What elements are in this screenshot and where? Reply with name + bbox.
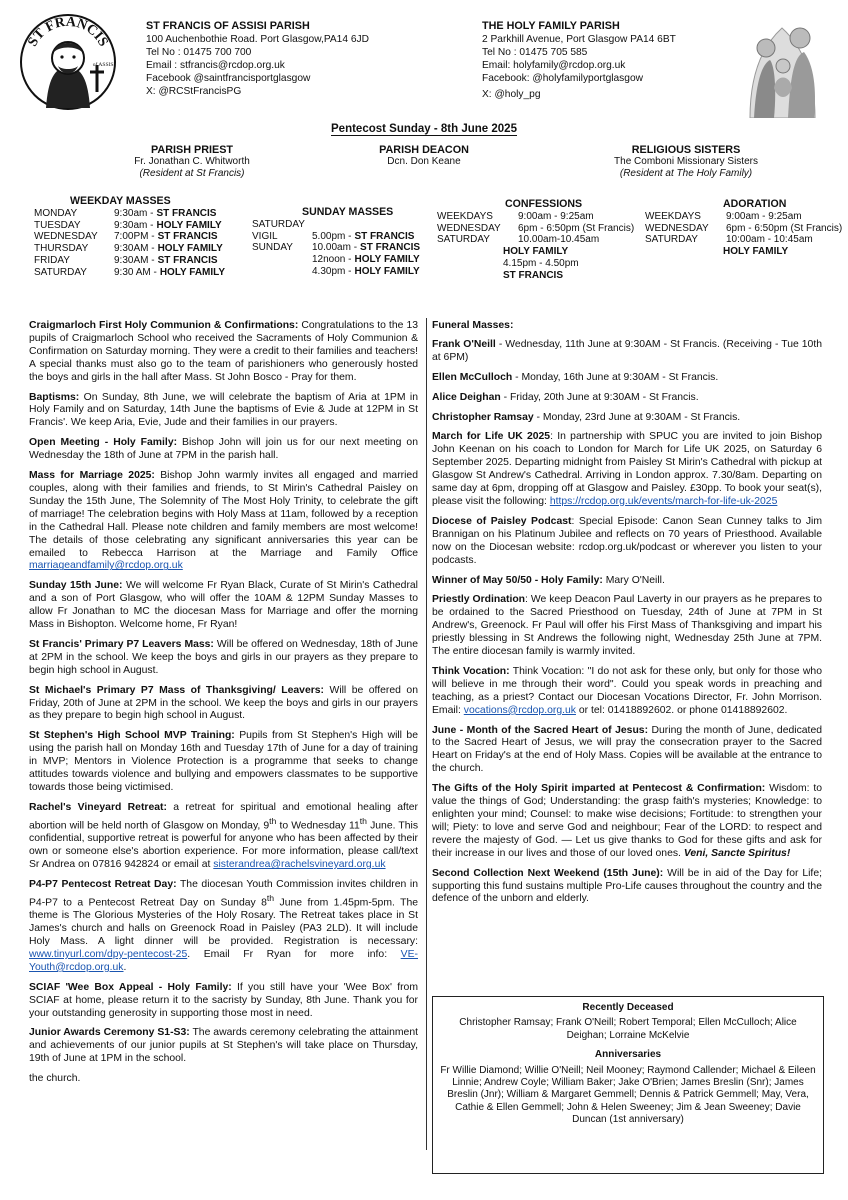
weekday-row [34,267,244,279]
weekday-row [34,231,244,243]
sunday-day [252,254,312,266]
weekday-time: 9:30am - [114,219,154,231]
funeral-heading: Funeral Masses: [432,320,514,331]
column-divider [426,318,427,1150]
notice-ordination: Priestly Ordination: We keep Deacon Paul Laverty in our prayers as he prepares to be ordained to the Sacred Priesthood on Tuesday, 24th of June at 7PM in St Andrew's, Greenock. Fr Paul will offer his First Mass of Thanksgiving and impart his priestly blessing in St Andrews the following night, Wednesday 25th June at 7PM. The entire diocesan family is warmly invited. [432,594,822,658]
sunday-day: SATURDAY [252,218,305,230]
confessions-time: 10.00am-10.45am [518,234,600,246]
priest-name: Fr. Jonathan C. Whitworth [134,156,250,167]
confessions-row [437,223,637,235]
weekday-place: ST FRANCIS [157,254,218,266]
confessions-hf-time: 4.15pm - 4.50pm [503,257,579,269]
weekday-time: 9:30am - [114,207,154,219]
adoration-time: 6pm - 6:50pm (St Francis) [726,222,843,234]
adoration-hf-label: HOLY FAMILY [723,246,789,258]
notice-sciaf: SCIAF 'Wee Box Appeal - Holy Family: If you still have your 'Wee Box' from SCIAF at home, please return it to the sacristy by Sunday, 8th June. Thank you for your outstanding generosity in supporting those most in need. [29,981,418,1019]
weekday-heading: WEEKDAY MASSES [70,195,171,207]
sunday-time: 5.00pm - [312,230,352,242]
notice-st-michaels-p7: St Michael's Primary P7 Mass of Thanksgiving/ Leavers: Will be offered on Friday, 20th of June at 2PM in the school. We keep the boys and girls in our prayers as they prepare to begin high school in August. [29,684,418,722]
st-francis-tel: Tel No : 01475 700 700 [146,47,252,58]
sunday-time: 10.00am - [312,242,358,254]
adoration-row [645,223,845,235]
confessions-sf-label: ST FRANCIS [503,269,563,281]
notice-junior-awards: Junior Awards Ceremony S1-S3: The awards ceremony celebrating the attainment and achievements of our junior pupils at St Stephen's will take place on Thursday, 19th of June at 1PM in the school. [29,1027,418,1065]
notice-craigmarloch: Craigmarloch First Holy Communion & Confirmations: Congratulations to the 13 pupils of Craigmarloch School who received the Sacraments of Holy Communion & Confirmation on Saturday morning. They were a credit to their families and teachers! A special thanks must also go to the team of parishioners who generously hosted the boys and girls in the hall after Mass. St John Bosco - Pray for them. [29,320,418,383]
weekday-day: TUESDAY [34,219,81,231]
parish-deacon [324,144,524,168]
st-francis-facebook: Facebook @saintfrancisportglasgow [146,73,311,84]
weekday-place: HOLY FAMILY [157,243,223,255]
st-francis-name: ST FRANCIS OF ASSISI PARISH [146,20,310,32]
holy-family-email-label: Email: [482,60,514,71]
weekday-day: FRIDAY [34,254,70,266]
confessions-day: WEEKDAYS [437,210,493,222]
st-francis-logo [18,10,118,112]
notice-march-for-life: March for Life UK 2025: In partnership with SPUC you are invited to join Bishop John Keenan on his coach to London for March for Life UK 2025, on Saturday 6 September 2025. Departing midnight from Paisley St Mirin's Cathedral with pickup at Glasgow St Andrew's Cathedral. Arriving in London approx. 7.30/8am. Departing on same day at 6pm, dropping off at Glasgow and Paisley. £30pp. To book your seat(s), please visit the following: https://rcdop.org.uk/events/march-for-life-uk-2025 [432,431,822,507]
notice-sacred-heart: June - Month of the Sacred Heart of Jesus: During the month of June, dedicated to the Sacred Heart of Jesus, we will pray the consecration prayer to the Sacred Heart on Friday's at the end of Holy Mass. Copies will be available at the entrance to the church. [432,724,822,775]
sunday-place: HOLY FAMILY [354,254,420,266]
confessions-row [437,211,637,223]
holy-family-contact [482,20,676,101]
priest-heading: PARISH PRIEST [151,144,233,156]
weekday-row [34,243,244,255]
anniversaries-list: Fr Willie Diamond; Willie O'Neill; Neil Mooney; Raymond Callender; Michael & Eileen Linnie; Andrew Coyle; William Baker; Jake O'Brien; James Breslin (Snr); James Breslin (Jnr); William & Margaret Gemmell; Dennis & Patrick Gemmell; May, Vera, Cathie & Ellen Gemmell; John & Helen Sweeney; Jim & Jean Sweeney; Davie Duncan (1st anniversary) [440,1064,816,1126]
weekday-row [34,208,244,220]
sunday-time: 12noon - [312,254,352,266]
notice-open-meeting: Open Meeting - Holy Family: Bishop John will join us for our next meeting on Wednesday the 18th of June at 7PM in the parish hall. [29,437,418,462]
svg-text:of ASSISI: of ASSISI [92,62,116,68]
holy-family-x: X: @holy_pg [482,89,541,100]
weekday-row [34,220,244,232]
header [0,0,848,120]
sunday-row [252,266,432,278]
deacon-heading: PARISH DEACON [379,144,469,156]
adoration-time: 9:00am - 9:25am [726,210,802,222]
deacon-name: Dcn. Don Keane [387,156,461,167]
notice-mvp-training: St Stephen's High School MVP Training: Pupils from St Stephen's High will be using the parish hall on Monday 16th and Tuesday 17th of June for a day of training in MVP; Mentors in Violence Protection is a programme that seeks to change attitudes towards violence and bullying and empowers classmates to be supportive towards those being victimised. [29,730,418,793]
adoration-day: SATURDAY [645,234,698,246]
notice-think-vocation: Think Vocation: Think Vocation: "I do not ask for these only, but only for those who will believe in me through their word". Could you speak words in preaching and teaching, as a priest? Contact our Diocesan Vocations Director, Fr. John Morrison. Email: vocations@rcdop.org.uk or tel: 01418892602. or phone 01418892602. [432,665,822,716]
holy-family-name: THE HOLY FAMILY PARISH [482,20,620,32]
youth-email-link[interactable]: VE-Youth@rcdop.org.uk [29,948,418,973]
holy-family-email[interactable]: holyfamily@rcdop.org.uk [513,60,626,71]
weekday-place: ST FRANCIS [157,231,218,243]
st-francis-address: 100 Auchenbothie Road. Port Glasgow,PA14 6JD [146,34,369,45]
religious-sisters [576,144,796,180]
adoration [645,199,845,258]
parish-priest [92,144,292,180]
weekday-time: 9:30 AM - [114,266,157,278]
priest-note: (Resident at St Francis) [139,168,245,179]
weekday-place: ST FRANCIS [156,207,217,219]
confessions-time: 9:00am - 9:25am [518,210,594,222]
holy-family-address: 2 Parkhill Avenue, Port Glasgow PA14 6BT [482,34,676,45]
sunday-place: ST FRANCIS [354,230,415,242]
confessions-day: WEDNESDAY [437,222,501,234]
deceased-anniversaries-box [432,996,824,1174]
st-francis-x: X: @RCStFrancisPG [146,86,242,97]
confessions-time: 6pm - 6:50pm (St Francis) [518,222,635,234]
sunday-row [252,254,432,266]
weekday-day: MONDAY [34,207,78,219]
sunday-place: ST FRANCIS [360,242,421,254]
notice-pentecost-retreat: P4-P7 Pentecost Retreat Day: The diocesan Youth Commission invites children in P4-P7 to a Pentecost Retreat Day on Sunday 8th June from 1.45pm-5pm. The theme is The Glorious Mysteries of the Holy Rosary. The Retreat takes place in St James's church and halls on Greenock Road in Paisley (PA3 2LD). It will include Holy Mass. A light dinner will be provided. Registration is necessary: www.tinyurl.com/dpy-pentecost-25. Email Fr Ryan for more info: VE-Youth@rcdop.org.uk. [29,878,419,973]
notice-podcast: Diocese of Paisley Podcast: Special Episode: Canon Sean Cunney talks to Jim Brannigan on his Platinum Jubilee and reflects on 70 years of Priesthood. Available now on the Diocesan website: rcdop.org.uk/podcast or wherever you listen to your podcasts. [432,515,822,566]
funeral-2: Ellen McCulloch - Monday, 16th June at 9:30AM - St Francis. [432,371,719,383]
notice-second-collection: Second Collection Next Weekend (15th June): Will be in aid of the Day for Life; supporting this fund sustains multiple Pro-Life causes throughout the country and the defence of the unborn and elderly. [432,867,822,905]
vocations-email-link[interactable]: vocations@rcdop.org.uk [463,704,576,716]
weekday-time: 9:30AM - [114,254,155,266]
holy-family-image [730,8,835,118]
adoration-row [645,234,845,246]
anniversaries-heading: Anniversaries [594,1049,662,1061]
weekday-place: HOLY FAMILY [156,219,222,231]
sunday-row [252,242,432,254]
holy-family-tel: Tel No : 01475 705 585 [482,47,588,58]
st-francis-email-label: Email : [146,60,180,71]
adoration-row [645,211,845,223]
sunday-row [252,219,432,231]
left-column [29,320,418,1093]
deceased-list: Christopher Ramsay; Frank O'Neill; Robert Temporal; Ellen McCulloch; Alice Deighan; Lorraine McKelvie [459,1017,797,1041]
weekday-time: 7:00PM - [114,231,155,243]
sisters-heading: RELIGIOUS SISTERS [631,144,741,156]
notice-st-francis-p7: St Francis' Primary P7 Leavers Mass: Will be offered on Wednesday, 18th of June at 2PM in the school. We keep the boys and girls in our prayers as they prepare to begin high school in August. [29,638,418,676]
weekday-day: THURSDAY [34,243,89,255]
right-column [432,320,822,913]
funeral-1: Frank O'Neill - Wednesday, 11th June at 9:30AM - St Francis. (Receiving - Tue 10th at 6PM) [432,338,822,363]
sunday-day: VIGIL [252,230,278,242]
holy-family-facebook: Facebook: @holyfamilyportglasgow [482,73,643,84]
svg-text:ST FRANCIS: ST FRANCIS [25,14,111,50]
weekday-day: WEDNESDAY [34,231,98,243]
page-title: Pentecost Sunday - 8th June 2025 [331,123,517,135]
sunday-place: HOLY FAMILY [354,265,420,277]
adoration-day: WEDNESDAY [645,222,709,234]
sisters-name: The Comboni Missionary Sisters [614,156,758,167]
adoration-day: WEEKDAYS [645,210,701,222]
confessions-hf-label: HOLY FAMILY [503,246,569,258]
sisters-note: (Resident at The Holy Family) [619,168,753,179]
weekday-time: 9:30AM - [114,243,155,255]
funeral-3: Alice Deighan - Friday, 20th June at 9:30AM - St Francis. [432,391,699,403]
weekday-masses [34,196,244,279]
notice-rachels-vineyard: Rachel's Vineyard Retreat: a retreat for spiritual and emotional healing after abortion will be held north of Glasgow on Monday, 9th to Wednesday 11th June. This confidential, supportive retreat is powerful for anyone who has been affected by their own or someone else's abortion experience. For more information, please call/text Sr Andrea on 07816 942824 or email at sisterandrea@rachelsvineyard.org.uk [29,801,419,870]
march-for-life-link[interactable]: https://rcdop.org.uk/events/march-for-life-uk-2025 [549,495,778,507]
notice-5050-winner: Winner of May 50/50 - Holy Family: Mary O'Neill. [432,574,665,586]
marriage-email-link[interactable]: marriageandfamily@rcdop.org.uk [29,560,183,572]
retreat-registration-link[interactable]: www.tinyurl.com/dpy-pentecost-25 [29,948,188,960]
sunday-masses [252,207,432,278]
weekday-place: HOLY FAMILY [159,266,226,278]
st-francis-email[interactable]: stfrancis@rcdop.org.uk [179,60,285,71]
adoration-heading: ADORATION [723,198,787,210]
sunday-day [252,266,312,278]
sunday-day: SUNDAY [252,242,293,254]
sunday-row [252,231,432,243]
notice-gifts-holy-spirit: The Gifts of the Holy Spirit imparted at Pentecost & Confirmation: Wisdom: to value the things of God; Understanding: the grasp faith's mysteries; Knowledge: to enlighten your mind; Counsel: to make wise decisions; Fortitude: to strengthen your will; Piety: to love and serve God and neighbour; Fear of the LORD: to respect and revere the majesty of God. — Let us give thanks to God for these gifts and ask for their increase in our lives and those of our loved ones. Veni, Sancte Spiritus! [432,783,822,859]
weekday-day: SATURDAY [34,266,87,278]
rachels-email-link[interactable]: sisterandrea@rachelsvineyard.org.uk [213,859,386,870]
st-francis-contact [146,20,369,98]
sunday-time: 4.30pm - [312,265,352,277]
funeral-4: Christopher Ramsay - Monday, 23rd June at 9:30AM - St Francis. [432,411,741,423]
confessions-row [437,234,637,246]
deceased-heading: Recently Deceased [582,1002,674,1013]
confessions-day: SATURDAY [437,234,490,246]
sunday-heading: SUNDAY MASSES [302,206,394,218]
notice-sunday-15: Sunday 15th June: We will welcome Fr Ryan Black, Curate of St Mirin's Cathedral and a son of Port Glasgow, who will offer the 10AM & 12PM Sunday Masses to allow Fr Jonathan to MC the diocesan Mass for Marriage and offer the morning Mass in Bishopton. Welcome home, Fr Ryan! [29,580,418,631]
notice-baptisms: Baptisms: On Sunday, 8th June, we will celebrate the baptism of Aria at 1PM in Holy Family and on Saturday, 14th June the baptisms of Evie & Jude at 12PM in St Francis'. We keep Aria, Evie, Jude and their families in our prayers. [29,391,418,429]
confessions [437,199,637,282]
notice-church-fragment: the church. [29,1073,81,1085]
weekday-row [34,255,244,267]
adoration-time: 10:00am - 10:45am [726,234,813,246]
notice-mass-for-marriage: Mass for Marriage 2025: Bishop John warmly invites all engaged and married couples, along with their families and friends, to St Mirin's Cathedral Paisley on Sunday the 15th June, The Solemnity of The Most Holy Trinity, to celebrate the gift of marriage! The celebration begins with Holy Mass at 11am, followed by a reception in the Cathedral Hall. Please note children and family members are most welcome! The details of those celebrating any significant anniversaries this year can be emailed to Rebecca Harrison at the Marriage and Family Office marriageandfamily@rcdop.org.uk [29,470,418,572]
confessions-heading: CONFESSIONS [505,198,583,210]
